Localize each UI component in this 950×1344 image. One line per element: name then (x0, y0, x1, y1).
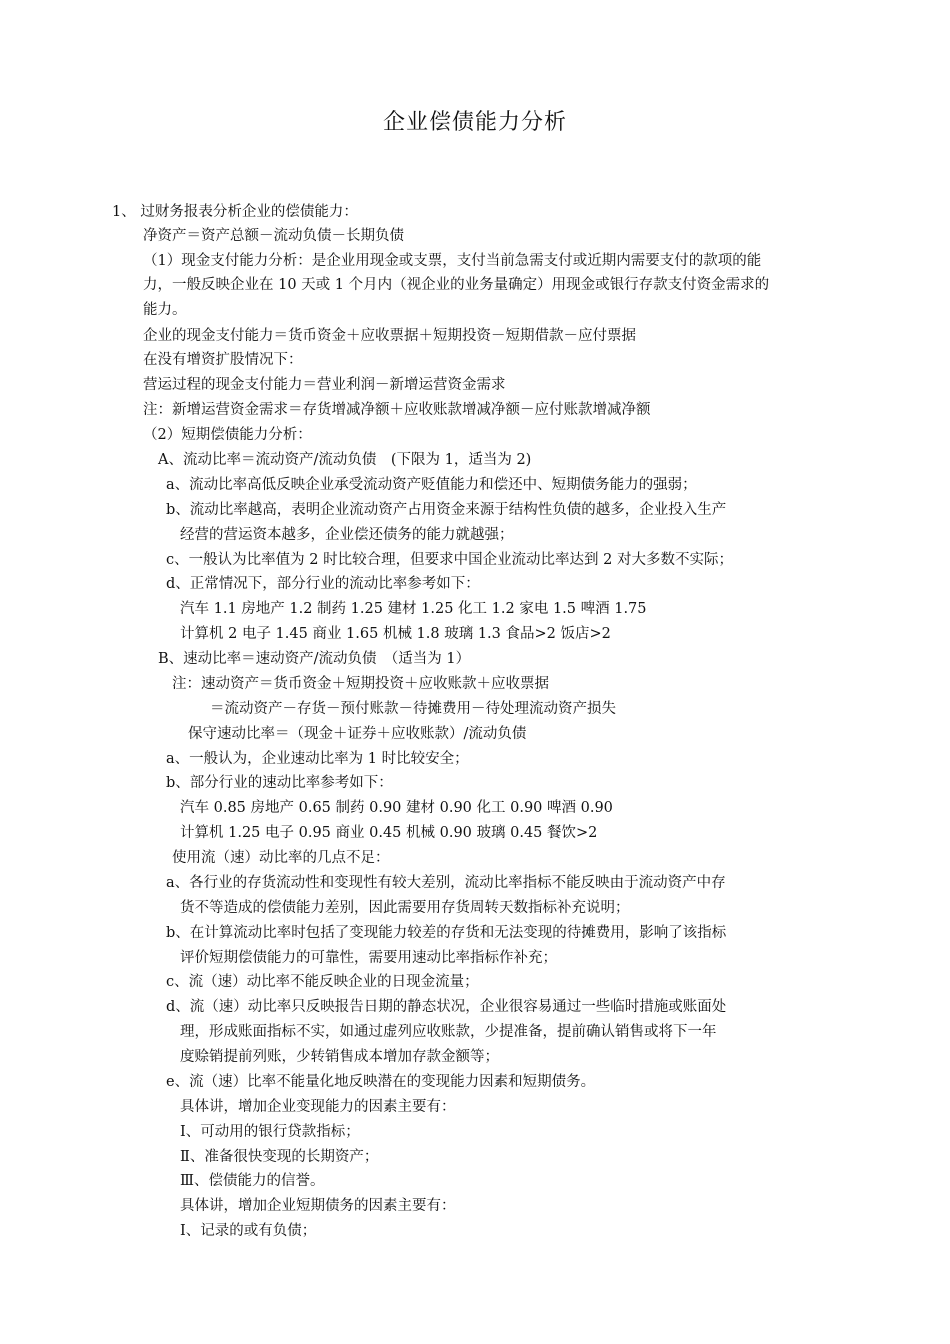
text-line: 计算机 1.25 电子 0.95 商业 0.45 机械 0.90 玻璃 0.45 餐饮>2 (180, 825, 598, 841)
text-line: d、流（速）动比率只反映报告日期的静态状况，企业很容易通过一些临时措施或账面处 (166, 999, 727, 1015)
text-line: 净资产＝资产总额－流动负债－长期负债 (143, 228, 404, 244)
text-line: 计算机 2 电子 1.45 商业 1.65 机械 1.8 玻璃 1.3 食品>2 饭店>2 (180, 626, 611, 642)
text-line: 注：速动资产＝货币资金＋短期投资＋应收账款＋应收票据 (172, 676, 549, 692)
text-line: e、流（速）比率不能量化地反映潜在的变现能力因素和短期债务。 (166, 1074, 596, 1090)
text-line: 能力。 (143, 302, 187, 318)
text-line: （2）短期偿债能力分析： (143, 427, 312, 443)
text-line: a、各行业的存货流动性和变现性有较大差别，流动比率指标不能反映由于流动资产中存 (166, 875, 726, 891)
text-line: Ⅱ、准备很快变现的长期资产； (180, 1149, 379, 1165)
text-line: c、流（速）动比率不能反映企业的日现金流量； (166, 974, 479, 990)
text-line: Ⅰ、记录的或有负债； (180, 1223, 317, 1239)
text-line: ＝流动资产－存货－预付账款－待摊费用－待处理流动资产损失 (210, 701, 616, 717)
text-line: 理，形成账面指标不实，如通过虚列应收账款，少提准备，提前确认销售或将下一年 (180, 1024, 717, 1040)
text-line: 企业的现金支付能力＝货币资金＋应收票据＋短期投资－短期借款－应付票据 (143, 328, 636, 344)
text-line: b、流动比率越高，表明企业流动资产占用资金来源于结构性负债的越多，企业投入生产 (166, 502, 727, 518)
text-line: c、一般认为比率值为 2 时比较合理，但要求中国企业流动比率达到 2 对大多数不实际； (166, 552, 734, 568)
text-line: Ⅲ、偿债能力的信誉。 (180, 1173, 325, 1189)
text-line: 汽车 0.85 房地产 0.65 制药 0.90 建材 0.90 化工 0.90 啤酒 0.90 (180, 800, 613, 816)
text-line: a、一般认为，企业速动比率为 1 时比较安全； (166, 751, 469, 767)
text-line: 营运过程的现金支付能力＝营业利润－新增运营资金需求 (143, 377, 506, 393)
text-line: 经营的营运资本越多，企业偿还债务的能力就越强； (180, 527, 514, 543)
text-line: Ⅰ、可动用的银行贷款指标； (180, 1124, 360, 1140)
text-line: 汽车 1.1 房地产 1.2 制药 1.25 建材 1.25 化工 1.2 家电 1.5 啤酒 1.75 (180, 601, 647, 617)
text-line: 度赊销提前列账，少转销售成本增加存款金额等； (180, 1049, 499, 1065)
text-line: b、部分行业的速动比率参考如下： (166, 775, 393, 791)
text-line: 评价短期偿债能力的可靠性，需要用速动比率指标作补充； (180, 950, 557, 966)
text-line: 具体讲，增加企业短期债务的因素主要有： (180, 1198, 456, 1214)
text-line: 在没有增资扩股情况下： (143, 352, 303, 368)
text-line: 力，一般反映企业在 10 天或 1 个月内（视企业的业务量确定）用现金或银行存款支付资金需求的 (143, 277, 770, 293)
document-title: 企业偿债能力分析 (382, 110, 567, 135)
text-line: 1、 过财务报表分析企业的偿债能力： (112, 204, 358, 220)
text-line: B、速动比率＝速动资产/流动负债 （适当为 1） (158, 651, 471, 667)
text-line: 货不等造成的偿债能力差别，因此需要用存货周转天数指标补充说明； (180, 900, 630, 916)
text-line: A、流动比率＝流动资产/流动负债 (下限为 1，适当为 2) (158, 452, 532, 468)
text-line: 注：新增运营资金需求＝存货增减净额＋应收账款增减净额－应付账款增减净额 (143, 402, 651, 418)
text-line: 具体讲，增加企业变现能力的因素主要有： (180, 1099, 456, 1115)
text-line: 使用流（速）动比率的几点不足： (172, 850, 390, 866)
text-line: b、在计算流动比率时包括了变现能力较差的存货和无法变现的待摊费用，影响了该指标 (166, 925, 727, 941)
text-line: d、正常情况下，部分行业的流动比率参考如下： (166, 576, 480, 592)
text-line: （1）现金支付能力分析：是企业用现金或支票，支付当前急需支付或近期内需要支付的款项的能 (143, 253, 762, 269)
text-line: a、流动比率高低反映企业承受流动资产贬值能力和偿还中、短期债务能力的强弱； (166, 477, 697, 493)
text-line: 保守速动比率＝（现金＋证券＋应收账款）/流动负债 (188, 726, 527, 742)
